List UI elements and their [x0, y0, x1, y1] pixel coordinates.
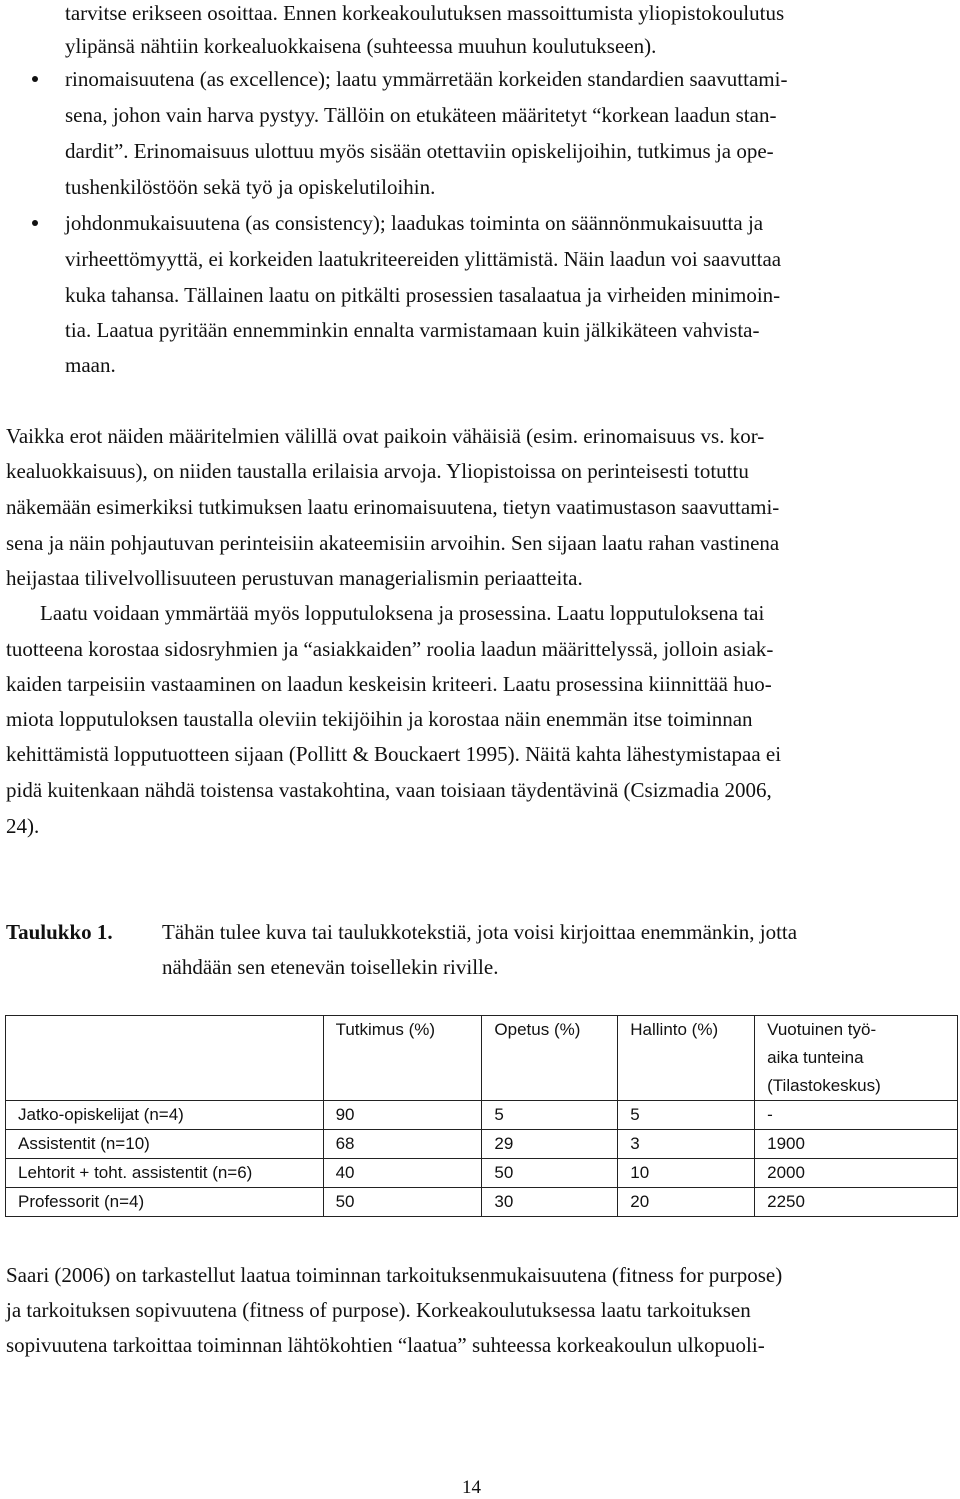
text-line: tuotteena korostaa sidosryhmien ja “asiakkaiden” roolia laadun määrittelyssä, jolloin asiak-	[6, 637, 774, 661]
text-line: kehittämistä lopputuotteen sijaan (Pollitt & Bouckaert 1995). Näitä kahta lähestymistapaa ei	[6, 742, 782, 766]
text-line: Laatu voidaan ymmärtää myös lopputuloksena ja prosessina. Laatu lopputuloksena tai	[40, 601, 765, 625]
table-cell: 40	[323, 1159, 482, 1188]
table-cell: Professorit (n=4)	[6, 1188, 324, 1217]
text-line: kealuokkaisuus), on niiden taustalla erilaisia arvoja. Yliopistoissa on perinteisesti totuttu	[6, 459, 749, 483]
header-text-line: (Tilastokeskus)	[767, 1076, 881, 1095]
table-cell: 2250	[755, 1188, 958, 1217]
bullet-icon	[32, 220, 38, 226]
text-line: heijastaa tilivelvollisuuteen perustuvan managerialismin periaatteita.	[6, 566, 583, 590]
text-line: pidä kuitenkaan nähdä toistensa vastakohtina, vaan toisiaan täydentävinä (Csizmadia 2006,	[6, 778, 772, 802]
text-line: maan.	[65, 353, 116, 377]
table-cell: 29	[482, 1130, 618, 1159]
table-cell: -	[755, 1101, 958, 1130]
table-header-cell: Opetus (%)	[482, 1016, 618, 1101]
text-line: sopivuutena tarkoittaa toiminnan lähtökohtien “laatua” suhteessa korkeakoulun ulkopuoli-	[6, 1333, 765, 1357]
table-header-row	[6, 1016, 958, 1101]
header-text-line: aika tunteina	[767, 1048, 864, 1067]
header-text-line: Vuotuinen työ-	[767, 1020, 877, 1039]
text-line: rinomaisuutena (as excellence); laatu ymmärretään korkeiden standardien saavuttami-	[65, 67, 788, 91]
table-cell: Assistentit (n=10)	[6, 1130, 324, 1159]
text-line: sena, johon vain harva pystyy. Tällöin on etukäteen määritetyt “korkean laadun stan-	[65, 103, 777, 127]
table-cell: 50	[323, 1188, 482, 1217]
table-cell: 5	[482, 1101, 618, 1130]
table-cell: 20	[618, 1188, 755, 1217]
table-header-cell	[755, 1016, 958, 1101]
bullet-icon	[32, 76, 38, 82]
caption-text: Tähän tulee kuva tai taulukkotekstiä, jota voisi kirjoittaa enemmänkin, jotta	[162, 920, 798, 944]
table-cell: 50	[482, 1159, 618, 1188]
text-line: johdonmukaisuutena (as consistency); laadukas toiminta on säännönmukaisuutta ja	[65, 211, 764, 235]
table-cell: 1900	[755, 1130, 958, 1159]
text-line: virheettömyyttä, ei korkeiden laatukriteereiden ylittämistä. Näin laadun voi saavuttaa	[65, 247, 782, 271]
text-line: kuka tahansa. Tällainen laatu on pitkälti prosessien tasalaatua ja virheiden minimoin-	[65, 283, 781, 307]
caption-text: nähdään sen etenevän toisellekin riville.	[162, 955, 499, 979]
text-line: Vaikka erot näiden määritelmien välillä ovat paikoin vähäisiä (esim. erinomaisuus vs. kor-	[6, 424, 765, 448]
text-line: sena ja näin pohjautuvan perinteisiin akateemisiin arvoihin. Sen sijaan laatu rahan vastinena	[6, 531, 780, 555]
text-line: ja tarkoituksen sopivuutena (fitness of purpose). Korkeakoulutuksessa laatu tarkoituksen	[6, 1298, 751, 1322]
table-cell: 2000	[755, 1159, 958, 1188]
table-cell: Lehtorit + toht. assistentit (n=6)	[6, 1159, 324, 1188]
table-cell: 30	[482, 1188, 618, 1217]
table-header-cell: Tutkimus (%)	[323, 1016, 482, 1101]
table-cell: 3	[618, 1130, 755, 1159]
text-line: ylipänsä nähtiin korkealuokkaisena (suhteessa muuhun koulutukseen).	[65, 34, 657, 58]
table-row	[6, 1159, 958, 1188]
table-row	[6, 1130, 958, 1159]
table-cell: 68	[323, 1130, 482, 1159]
table-row	[6, 1188, 958, 1217]
text-line: tia. Laatua pyritään ennemminkin ennalta varmistamaan kuin jälkikäteen vahvista-	[65, 318, 760, 342]
table-header-cell: Hallinto (%)	[618, 1016, 755, 1101]
text-line: kaiden tarpeisiin vastaaminen on laadun keskeisin kriteeri. Laatu prosessina kiinnittää huo-	[6, 672, 772, 696]
table-cell: 90	[323, 1101, 482, 1130]
text-line: 24).	[6, 814, 40, 838]
table-cell: Jatko-opiskelijat (n=4)	[6, 1101, 324, 1130]
page-number: 14	[462, 1477, 481, 1498]
caption-label: Taulukko 1.	[6, 920, 113, 944]
data-table	[5, 1015, 958, 1217]
text-line: tushenkilöstöön sekä työ ja opiskelutiloihin.	[65, 175, 436, 199]
table-cell: 5	[618, 1101, 755, 1130]
table-header-cell	[6, 1016, 324, 1101]
table-cell: 10	[618, 1159, 755, 1188]
table-row	[6, 1101, 958, 1130]
text-line: tarvitse erikseen osoittaa. Ennen korkeakoulutuksen massoittumista yliopistokoulutus	[65, 1, 785, 25]
text-line: näkemään esimerkiksi tutkimuksen laatu erinomaisuutena, tietyn vaatimustason saavuttami-	[6, 495, 780, 519]
text-line: miota lopputuloksen taustalla oleviin tekijöihin ja korostaa näin enemmän itse toiminnan	[6, 707, 753, 731]
text-line: dardit”. Erinomaisuus ulottuu myös sisään otettaviin opiskelijoihin, tutkimus ja ope-	[65, 139, 774, 163]
text-line: Saari (2006) on tarkastellut laatua toiminnan tarkoituksenmukaisuutena (fitness for purpose)	[6, 1263, 783, 1287]
